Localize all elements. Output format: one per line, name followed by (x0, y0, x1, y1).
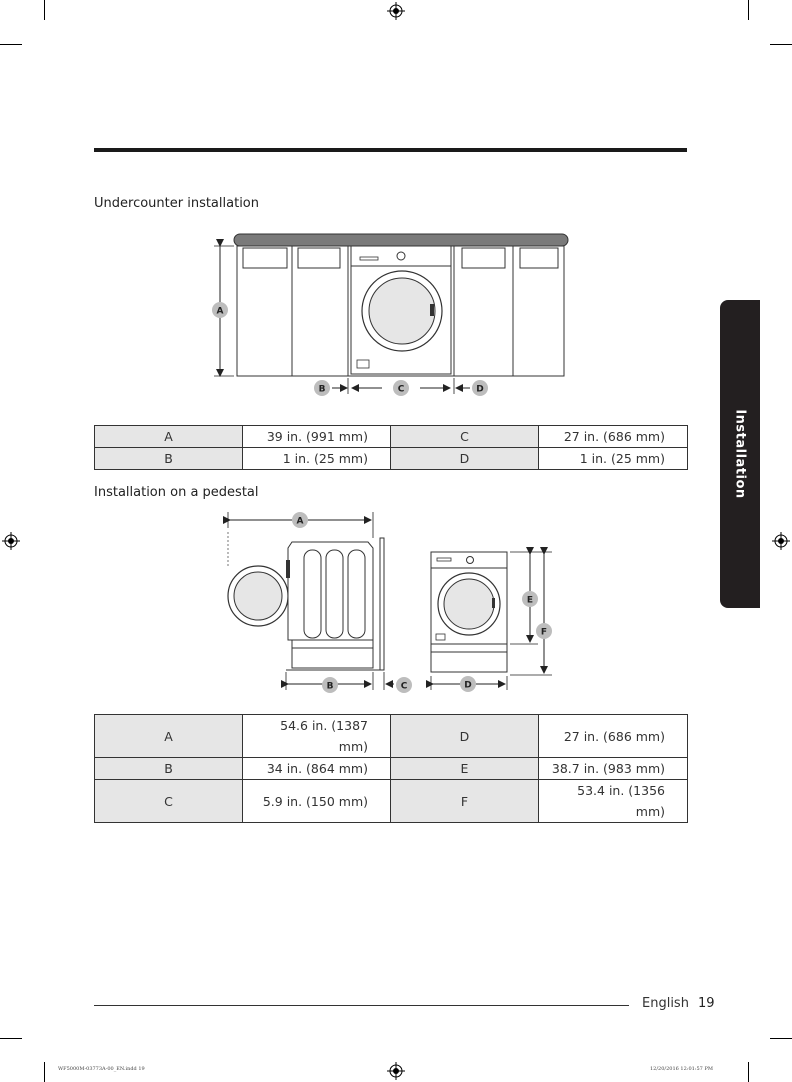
crop-mark (0, 44, 22, 45)
dimension-label: D (391, 715, 539, 758)
marker-a: A (216, 306, 224, 317)
marker-a: A (296, 516, 304, 527)
crop-mark (0, 1038, 22, 1039)
dimension-value: 1 in. (25 mm) (243, 448, 391, 470)
crop-mark (748, 0, 749, 20)
dimension-label: C (391, 426, 539, 448)
dimension-label: D (391, 448, 539, 470)
dimension-value: 5.9 in. (150 mm) (243, 780, 391, 823)
crop-mark (44, 0, 45, 20)
print-slug-date: 12/20/2016 12:01:57 PM (650, 1066, 713, 1072)
print-slug-file: WF5000M-03773A-00_EN.indd 19 (58, 1066, 145, 1072)
undercounter-dimensions-table (94, 425, 688, 470)
dimension-label: E (391, 758, 539, 780)
dimension-value: 34 in. (864 mm) (243, 758, 391, 780)
dimension-value: 39 in. (991 mm) (243, 426, 391, 448)
dimension-value: 53.4 in. (1356 mm) (539, 780, 688, 823)
table-row (95, 780, 688, 823)
dimension-value: 27 in. (686 mm) (539, 715, 688, 758)
section-tab (720, 300, 760, 608)
marker-d: D (464, 680, 472, 691)
pedestal-dimensions-table (94, 714, 688, 823)
dimension-value: 38.7 in. (983 mm) (539, 758, 688, 780)
marker-e: E (526, 595, 534, 606)
marker-c: C (397, 384, 405, 395)
marker-f: F (540, 627, 548, 638)
header-rule (94, 148, 687, 152)
pedestal-title: Installation on a pedestal (94, 485, 259, 500)
page-number: 19 (698, 996, 715, 1011)
dimension-value: 1 in. (25 mm) (539, 448, 688, 470)
registration-mark-icon (387, 2, 405, 20)
marker-d: D (476, 384, 484, 395)
dimension-label: C (95, 780, 243, 823)
table-row (95, 448, 688, 470)
crop-mark (748, 1062, 749, 1082)
registration-mark-icon (2, 532, 20, 550)
crop-mark (770, 1038, 792, 1039)
footer-language: English (642, 996, 689, 1011)
dimension-label: F (391, 780, 539, 823)
marker-c: C (400, 681, 408, 692)
pedestal-diagram (218, 508, 568, 698)
dimension-value: 27 in. (686 mm) (539, 426, 688, 448)
crop-mark (44, 1062, 45, 1082)
registration-mark-icon (772, 532, 790, 550)
undercounter-diagram (200, 226, 580, 406)
dimension-label: B (95, 758, 243, 780)
footer-rule (94, 1005, 629, 1006)
marker-b: B (318, 384, 326, 395)
marker-b: B (326, 681, 334, 692)
dimension-label: B (95, 448, 243, 470)
table-row (95, 758, 688, 780)
undercounter-title: Undercounter installation (94, 196, 259, 211)
dimension-label: A (95, 426, 243, 448)
crop-mark (770, 44, 792, 45)
dimension-value: 54.6 in. (1387 mm) (243, 715, 391, 758)
section-tab-label: Installation (732, 409, 748, 499)
registration-mark-icon (387, 1062, 405, 1080)
table-row (95, 715, 688, 758)
table-row (95, 426, 688, 448)
dimension-label: A (95, 715, 243, 758)
